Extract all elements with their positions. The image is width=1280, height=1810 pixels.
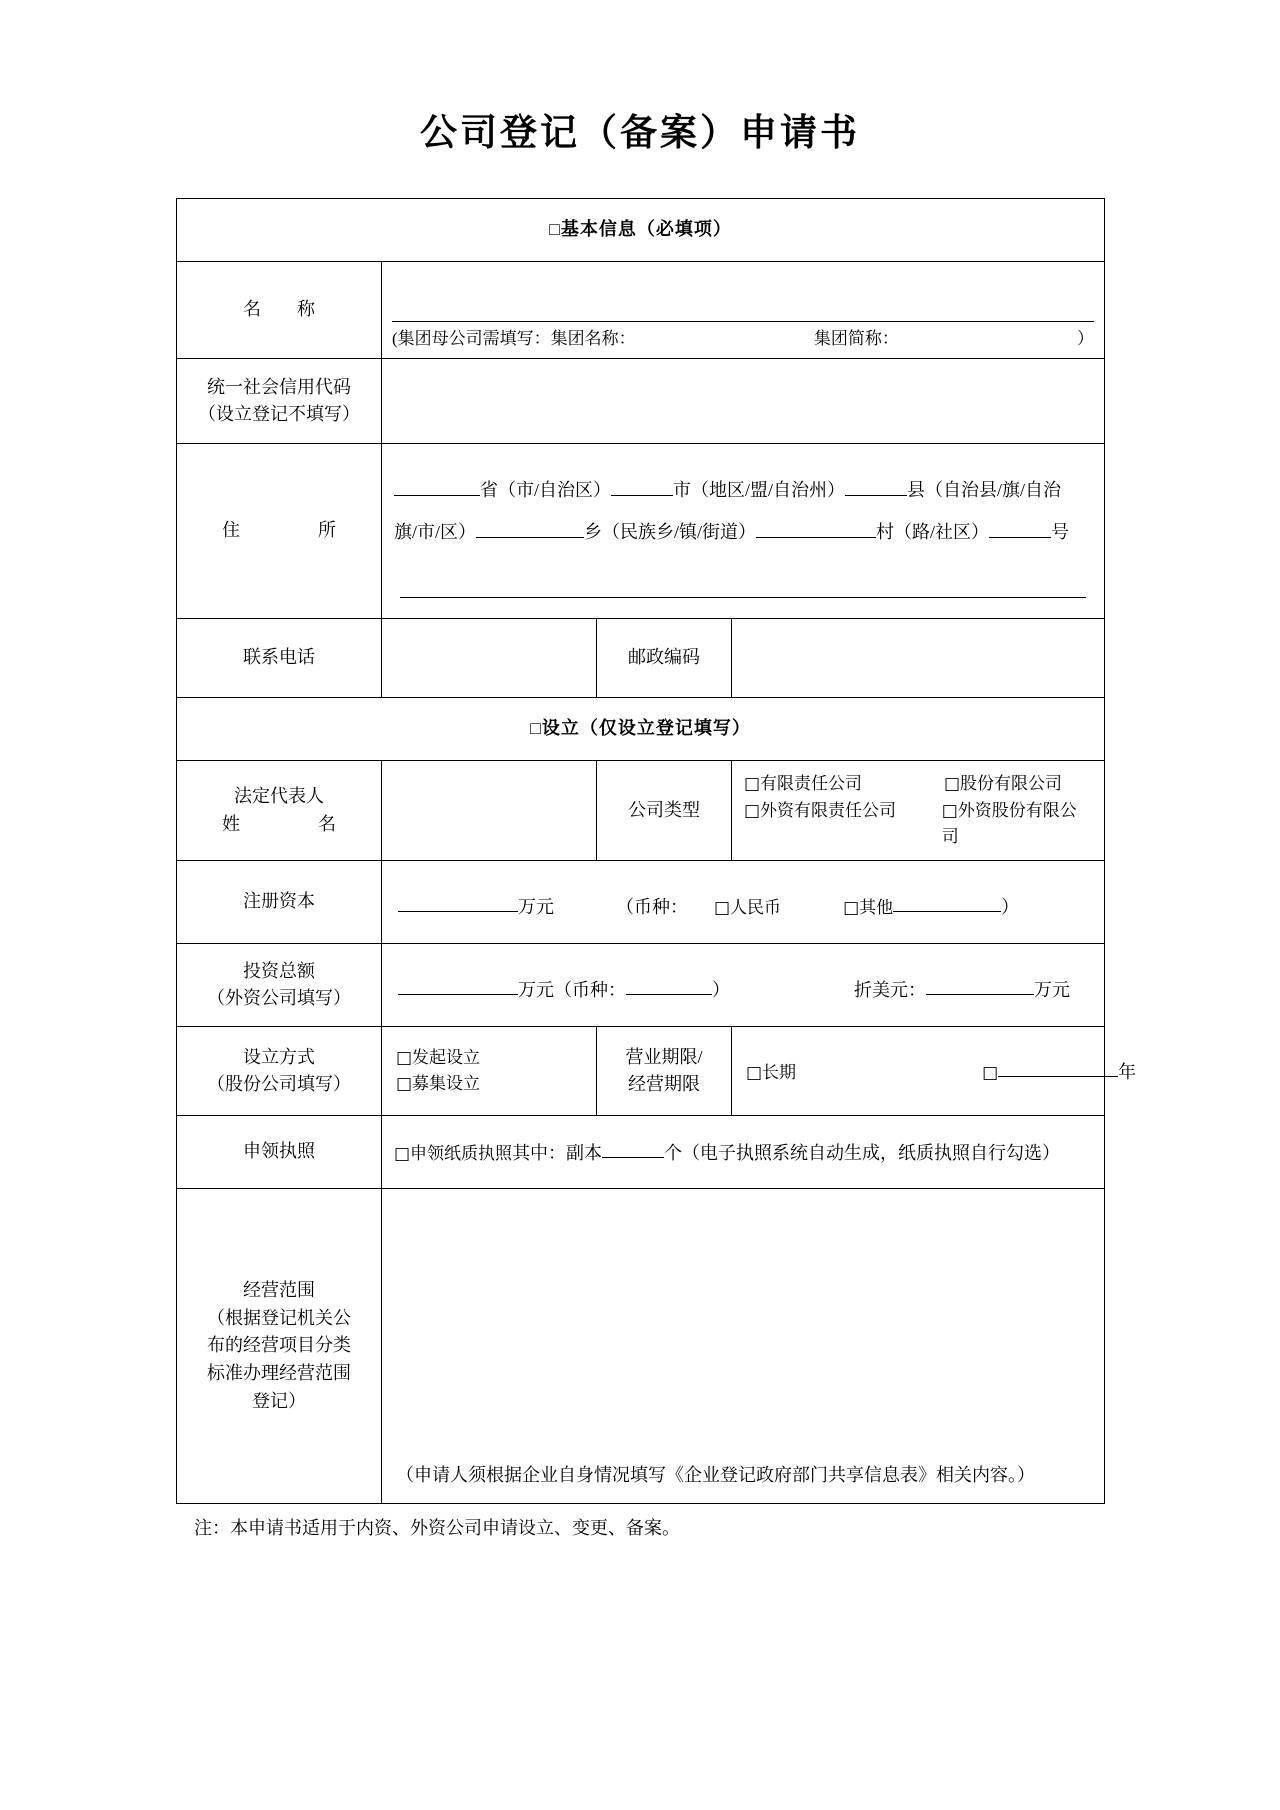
setup-method-label	[177, 1027, 382, 1116]
credit-code-label-line1: 统一社会信用代码	[207, 376, 351, 397]
license-label: 申领执照	[177, 1116, 382, 1189]
address-township-label: 乡（民族乡/镇/街道）	[584, 521, 757, 542]
license-copies-label: 其中：副本	[512, 1142, 603, 1163]
group-note-close: ）	[1077, 329, 1095, 349]
name-label: 名 称	[177, 262, 382, 359]
business-scope-label-line5: 登记）	[252, 1391, 306, 1412]
registration-form	[176, 198, 1137, 1504]
row-address	[177, 444, 1105, 619]
checkbox-public-offering-setup[interactable]: □募集设立	[396, 1074, 481, 1095]
usd-equivalent-label: 折美元：	[854, 979, 926, 1000]
credit-code-label-line2: （设立登记不填写）	[198, 404, 360, 425]
total-investment-label	[177, 944, 382, 1027]
term-years-blank[interactable]	[998, 1057, 1118, 1078]
row-contact	[177, 619, 1105, 698]
section-establish-header-row	[177, 698, 1105, 761]
total-investment-amount-blank[interactable]	[398, 975, 518, 996]
legal-rep-label-line1: 法定代表人	[234, 786, 324, 807]
license-copies-note: 个（电子执照系统自动生成，纸质执照自行勾选）	[664, 1142, 1061, 1163]
address-line-2	[394, 511, 1092, 553]
address-number-label: 号	[1051, 521, 1070, 542]
address-free-line[interactable]	[400, 567, 1086, 598]
registered-capital-amount-blank[interactable]	[398, 892, 518, 913]
business-scope-value-cell[interactable]	[382, 1189, 1105, 1504]
row-total-investment	[177, 944, 1105, 1027]
checkbox-currency-rmb[interactable]: □人民币	[714, 897, 782, 918]
address-village-label: 村（路/社区）	[876, 521, 990, 542]
company-type-label: 公司类型	[597, 761, 732, 861]
row-credit-code	[177, 359, 1105, 444]
registered-capital-label: 注册资本	[177, 861, 382, 944]
legal-rep-label	[177, 761, 382, 861]
usd-equivalent-unit: 万元	[1034, 979, 1070, 1000]
business-scope-footer-note: （申请人须根据企业自身情况填写《企业登记政府部门共享信息表》相关内容。）	[396, 1464, 1035, 1485]
postcode-value[interactable]	[732, 619, 1105, 698]
setup-method-label-line2: （股份公司填写）	[207, 1074, 351, 1095]
address-label: 住 所	[177, 444, 382, 619]
address-line2-prefix: 旗/市/区）	[394, 521, 477, 542]
address-line-1	[394, 469, 1092, 511]
business-scope-label-line2: （根据登记机关公	[207, 1307, 351, 1328]
business-term-label	[597, 1027, 732, 1116]
registered-capital-value-cell	[382, 861, 1105, 944]
credit-code-value[interactable]	[382, 359, 1105, 444]
license-options-cell	[382, 1116, 1105, 1189]
address-province-label: 省（市/自治区）	[480, 479, 612, 500]
address-township-blank[interactable]	[476, 517, 584, 538]
business-term-label-line2: 经营期限	[628, 1074, 700, 1095]
usd-equivalent-blank[interactable]	[926, 975, 1034, 996]
registered-capital-currency-prefix: （币种：	[616, 896, 688, 917]
row-legal-rep	[177, 761, 1105, 861]
business-scope-label-line4: 标准办理经营范围	[207, 1363, 351, 1384]
checkbox-joint-stock[interactable]: □股份有限公司	[944, 774, 1063, 795]
name-value-cell[interactable]	[382, 262, 1105, 359]
row-license	[177, 1116, 1105, 1189]
business-scope-label	[177, 1189, 382, 1504]
checkbox-apply-paper-license[interactable]: □申领纸质执照	[394, 1143, 513, 1164]
company-type-row-2	[744, 798, 1092, 851]
total-investment-label-line2: （外资公司填写）	[207, 988, 351, 1009]
registered-capital-currency-close: ）	[1001, 896, 1020, 917]
address-city-label: 市（地区/盟/自治州）	[673, 479, 846, 500]
checkbox-foreign-limited-liability[interactable]: □外资有限责任公司	[744, 800, 897, 821]
business-scope-label-line1: 经营范围	[243, 1279, 315, 1300]
postcode-label: 邮政编码	[597, 619, 732, 698]
checkbox-currency-other[interactable]: □其他	[843, 897, 894, 918]
group-company-note	[392, 326, 1094, 352]
address-number-blank[interactable]	[989, 517, 1051, 538]
section-establish-header: □设立（仅设立登记填写）	[177, 698, 1105, 761]
legal-rep-value[interactable]	[382, 761, 597, 861]
term-years-unit: 年	[1118, 1061, 1137, 1082]
credit-code-label	[177, 359, 382, 444]
phone-label: 联系电话	[177, 619, 382, 698]
business-scope-label-line3: 布的经营项目分类	[207, 1335, 351, 1356]
row-name	[177, 262, 1105, 359]
registered-capital-unit: 万元	[518, 896, 554, 917]
phone-value[interactable]	[382, 619, 597, 698]
address-county-blank[interactable]	[845, 475, 907, 496]
section-basic-header: □基本信息（必填项）	[177, 199, 1105, 262]
company-type-options	[732, 761, 1105, 861]
total-investment-value-cell	[382, 944, 1105, 1027]
registered-capital-currency-other-blank[interactable]	[893, 892, 1001, 913]
checkbox-term-years[interactable]: □	[982, 1062, 999, 1083]
address-province-blank[interactable]	[394, 475, 480, 496]
address-county-label: 县（自治县/旗/自治	[907, 479, 1062, 500]
setup-method-options	[382, 1027, 597, 1116]
address-city-blank[interactable]	[611, 475, 673, 496]
checkbox-promotion-setup[interactable]: □发起设立	[396, 1048, 481, 1069]
form-table	[176, 198, 1137, 1504]
business-term-options	[732, 1027, 1137, 1116]
checkbox-limited-liability[interactable]: □有限责任公司	[744, 774, 863, 795]
total-investment-currency-blank[interactable]	[626, 975, 712, 996]
row-setup-method	[177, 1027, 1105, 1116]
group-note-prefix: (集团母公司需填写：集团名称：	[392, 329, 636, 349]
address-value-cell[interactable]	[382, 444, 1105, 619]
document-footnote: 注：本申请书适用于内资、外资公司申请设立、变更、备案。	[194, 1518, 680, 1539]
row-registered-capital	[177, 861, 1105, 944]
setup-method-label-line1: 设立方式	[243, 1046, 315, 1067]
name-input-rule[interactable]	[392, 283, 1094, 322]
address-village-blank[interactable]	[756, 517, 876, 538]
checkbox-term-long[interactable]: □长期	[746, 1062, 797, 1083]
total-investment-label-line1: 投资总额	[243, 960, 315, 981]
row-business-scope	[177, 1189, 1105, 1504]
page-title: 公司登记（备案）申请书	[420, 113, 860, 154]
group-short-name-label: 集团简称：	[813, 329, 899, 349]
license-copies-blank[interactable]	[602, 1138, 664, 1159]
checkbox-foreign-joint-stock[interactable]: □外资股份有限公司	[941, 800, 1077, 848]
legal-rep-label-line2: 姓 名	[222, 813, 350, 834]
total-investment-close: ）	[712, 979, 730, 1000]
business-term-label-line1: 营业期限/	[625, 1046, 703, 1067]
company-type-row-1	[744, 771, 1092, 797]
section-basic-header-row	[177, 199, 1105, 262]
total-investment-unit: 万元（币种：	[518, 979, 626, 1000]
